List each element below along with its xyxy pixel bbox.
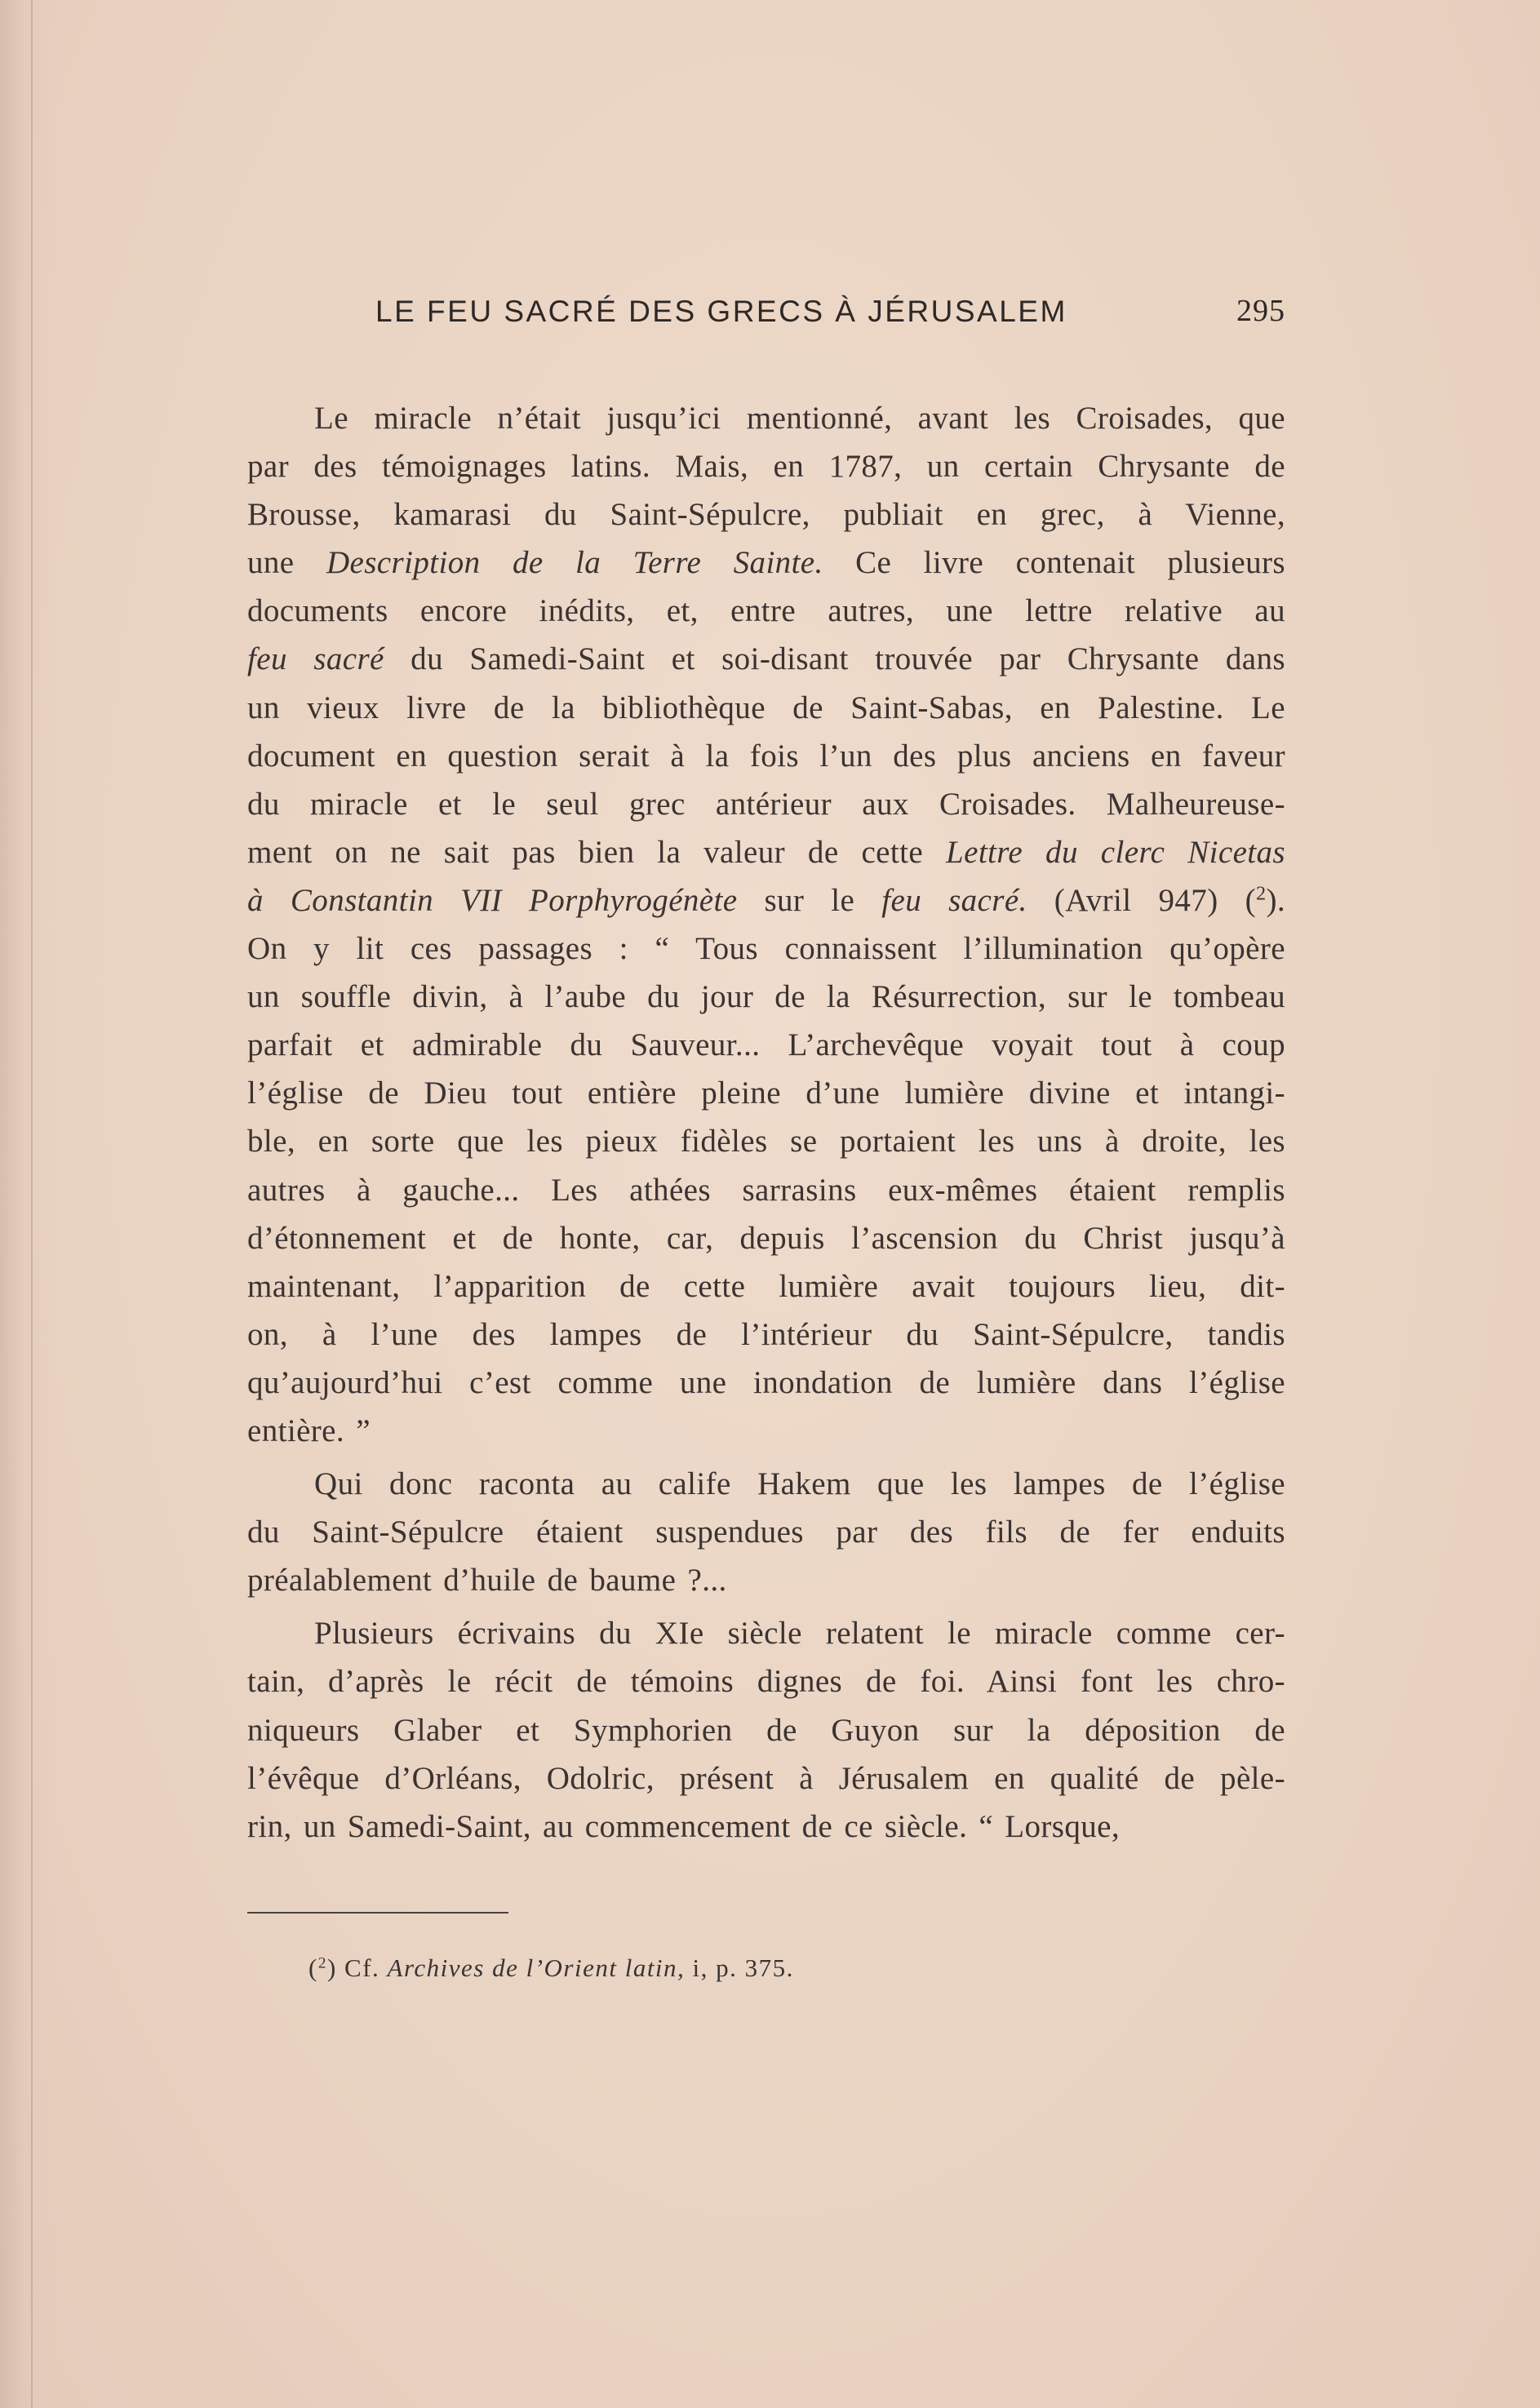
text-run: (Avril 947) (: [1027, 882, 1256, 918]
italic-run: à Constantin VII Porphyrogénète: [247, 882, 738, 918]
text-line: [247, 1310, 1285, 1359]
text-line: [247, 1803, 1285, 1851]
text-run: une: [247, 545, 326, 581]
text-run: tain, d’après le récit de témoins dignes de foi. Ainsi font les chro-: [247, 1664, 1285, 1700]
text-line: [247, 1754, 1285, 1803]
text-run: On y lit ces passages : “ Tous connaissent l’illumination qu’opère: [247, 931, 1285, 967]
text-run: l’église de Dieu tout entière pleine d’une lumière divine et intangi-: [247, 1075, 1285, 1111]
text-run: l’évêque d’Orléans, Odolric, présent à Jérusalem en qualité de pèle-: [247, 1760, 1285, 1796]
footnote-rule: [247, 1912, 508, 1914]
text-run: par des témoignages latins. Mais, en 1787, un certain Chrysante de: [247, 449, 1285, 485]
italic-run: feu sacré: [247, 641, 384, 677]
paragraph: [247, 1609, 1285, 1850]
text-line: [247, 925, 1285, 973]
text-run: qu’aujourd’hui c’est comme une inondation de lumière dans l’église: [247, 1364, 1285, 1400]
text-line: [247, 1407, 1285, 1455]
text-run: maintenant, l’apparition de cette lumière avait toujours lieu, dit-: [247, 1268, 1285, 1304]
italic-run: Description de la Terre Sainte.: [326, 545, 823, 581]
text-run: niqueurs Glaber et Symphorien de Guyon sur la déposition de: [247, 1712, 1285, 1748]
book-page: [247, 290, 1285, 1851]
running-head: [375, 290, 1285, 339]
text-line: [247, 1214, 1285, 1262]
text-line: [247, 1262, 1285, 1310]
text-line: [247, 1021, 1285, 1069]
text-line: [247, 1556, 1285, 1604]
text-run: documents encore inédits, et, entre autres, une lettre relative au: [247, 593, 1285, 629]
text-line: [247, 539, 1285, 587]
text-line: [247, 1706, 1285, 1754]
text-line: [247, 587, 1285, 635]
footnote-title: Archives de l’Orient latin,: [387, 1953, 686, 1982]
text-line: [247, 684, 1285, 732]
text-run: du Saint-Sépulcre étaient suspendues par des fils de fer enduits: [247, 1514, 1285, 1550]
text-line: [247, 1117, 1285, 1165]
text-line: [247, 1359, 1285, 1407]
text-run: on, à l’une des lampes de l’intérieur du Saint-Sépulcre, tandis: [247, 1316, 1285, 1352]
text-run: autres à gauche... Les athées sarrasins eux-mêmes étaient remplis: [247, 1172, 1285, 1208]
text-line: [247, 1657, 1285, 1705]
text-run: ment on ne sait pas bien la valeur de cette: [247, 834, 947, 870]
text-run: un vieux livre de la bibliothèque de Saint-Sabas, en Palestine. Le: [247, 690, 1285, 725]
text-run: Le miracle n’était jusqu’ici mentionné, avant les Croisades, que: [314, 401, 1285, 436]
text-run: Qui donc raconta au calife Hakem que les lampes de l’église: [314, 1466, 1285, 1502]
text-run: Plusieurs écrivains du XIe siècle relatent le miracle comme cer-: [314, 1616, 1285, 1652]
text-line: [247, 635, 1285, 683]
text-line: [247, 442, 1285, 490]
text-line: [247, 490, 1285, 539]
text-run: ).: [1266, 882, 1286, 918]
text-line: [247, 1069, 1285, 1117]
paragraph: [247, 1460, 1285, 1604]
text-run: du miracle et le seul grec antérieur aux Croisades. Malheureuse-: [247, 786, 1285, 822]
page-number: 295: [1236, 294, 1285, 328]
text-run: entière. ”: [247, 1412, 371, 1448]
text-line: [247, 876, 1285, 925]
italic-run: feu sacré.: [881, 882, 1027, 918]
text-line: [247, 1166, 1285, 1214]
text-run: document en question serait à la fois l’un des plus anciens en faveur: [247, 738, 1285, 774]
text-run: du Samedi-Saint et soi-disant trouvée par Chrysante dans: [384, 641, 1285, 677]
footnote-prefix: Cf.: [344, 1953, 380, 1982]
footnote-reference: i, p. 375.: [692, 1953, 794, 1982]
text-run: préalablement d’huile de baume ?...: [247, 1563, 727, 1599]
italic-run: Lettre du clerc Nicetas: [946, 834, 1286, 870]
body-text: [247, 394, 1285, 1851]
text-line: [247, 973, 1285, 1021]
footnote-ref: 2: [1255, 882, 1267, 905]
footnote-marker: 2: [317, 1954, 327, 1972]
footnote: ($^2$) Cf. Archives de l’Orient latin, i, p. 375.: [308, 1953, 794, 1982]
text-run: un souffle divin, à l’aube du jour de la Résurrection, sur le tombeau: [247, 979, 1285, 1015]
text-line: [247, 732, 1285, 780]
text-run: parfait et admirable du Sauveur... L’archevêque voyait tout à coup: [247, 1027, 1285, 1063]
text-run: sur le: [737, 882, 882, 918]
text-run: rin, un Samedi-Saint, au commencement de ce siècle. “ Lorsque,: [247, 1808, 1121, 1844]
text-run: d’étonnement et de honte, car, depuis l’ascension du Christ jusqu’à: [247, 1220, 1285, 1256]
text-line: [247, 1460, 1285, 1508]
running-head-title: LE FEU SACRÉ DES GRECS À JÉRUSALEM: [375, 295, 1067, 328]
page-binding-edge: [31, 0, 33, 2408]
text-run: Ce livre contenait plusieurs: [823, 545, 1285, 581]
text-line: [247, 1508, 1285, 1556]
text-run: ble, en sorte que les pieux fidèles se portaient les uns à droite, les: [247, 1124, 1285, 1160]
text-line: [247, 828, 1285, 876]
paragraph: [247, 394, 1285, 1455]
text-line: [247, 1609, 1285, 1657]
text-line: [247, 394, 1285, 442]
text-run: Brousse, kamarasi du Saint-Sépulcre, publiait en grec, à Vienne,: [247, 497, 1285, 533]
text-line: [247, 780, 1285, 828]
